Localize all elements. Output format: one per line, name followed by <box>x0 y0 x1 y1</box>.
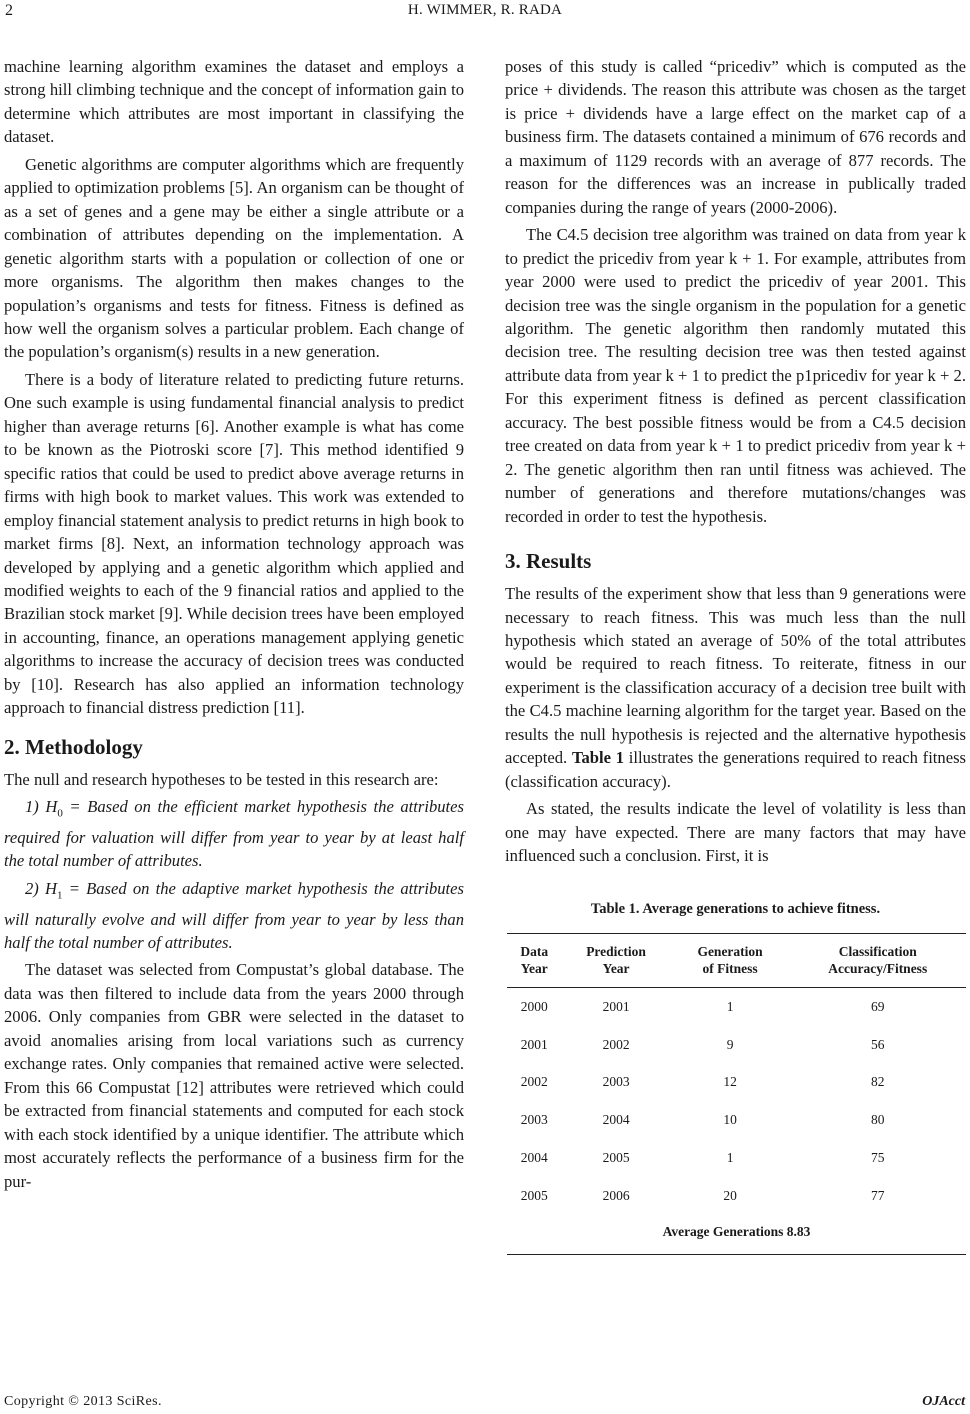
cell-prediction-year: 2001 <box>602 999 630 1015</box>
cell-data-year: 2003 <box>520 1112 548 1128</box>
paragraph-hypotheses-intro: The null and research hypotheses to be tested in this research are: <box>4 769 439 789</box>
paragraph-pricediv: poses of this study is called “pricediv” which is computed as the price + dividends. The reason this attribute was chosen as the target is price + dividends have a large effect on the market cap of a business firm. The datasets contained a minimum of 676 records and a maximum of 1129 records with an average of 877 records. The reason for the differences was an increase in publically traded companies during the range of years (2000-2006). <box>505 57 966 217</box>
header-prediction-year-line2: Year <box>602 960 630 976</box>
cell-data-year: 2002 <box>520 1074 548 1090</box>
cell-generation: 10 <box>723 1112 737 1128</box>
cell-accuracy: 77 <box>870 1187 885 1203</box>
paragraph-literature: There is a body of literature related to predicting future returns. One such example is using fundamental financial analysis to predict higher than average returns [6]. Another example is what has come to be known as the Piotroski score [7]. This method identified 9 specific ratios that could be used to predict above average returns in firms with high book to market values. This work was extended to employ financial statement analysis to predict returns in high book to market firms [8]. Next, an information technology approach was developed by applying and a genetic algorithm which applied and modified weights to each of the 9 financial ratios and applied to the Brazilian stock market [9]. While decision trees have been employed in accounting, finance, an operations management applying genetic algorithms to increase the accuracy of decision trees was conducted by [10]. Research has also applied an information technology approach to financial distress prediction [11]. <box>4 369 464 718</box>
header-prediction-year-line1: Prediction <box>586 943 646 959</box>
cell-accuracy: 75 <box>870 1149 885 1165</box>
h1-text: = Based on the adaptive market hypothesis the attributes will naturally evolve and will differ from year to year by less than half the total number of attributes. <box>4 878 464 953</box>
cell-prediction-year: 2003 <box>602 1074 630 1090</box>
cell-data-year: 2005 <box>520 1187 548 1203</box>
hypothesis-h1 <box>4 877 464 955</box>
section-heading-methodology: 2. Methodology <box>4 734 143 759</box>
running-header-authors: H. WIMMER, R. RADA <box>407 2 563 18</box>
cell-generation: 1 <box>726 1149 734 1165</box>
cell-prediction-year: 2004 <box>602 1112 630 1128</box>
table-caption: Table 1. Average generations to achieve fitness. <box>590 900 881 917</box>
cell-prediction-year: 2002 <box>602 1036 630 1052</box>
table-row <box>507 1139 966 1177</box>
cell-data-year: 2001 <box>520 1036 548 1052</box>
paragraph-c45: The C4.5 decision tree algorithm was trained on data from year k to predict the pricediv from year k + 1. For example, attributes from year 2000 were used to predict the pricediv of year 2001. This decision tree was the single organism in the population for a genetic algorithm. The genetic algorithm then randomly mutated this decision tree. The resulting decision tree was then tested against attribute data from year k + 1 to predict the p1pricediv for year k + 2. For this experiment fitness is defined as percent classification accuracy. The best possible fitness would be from a C4.5 decision tree created on data from year k + 1 to predict pricediv from year k + 2. The genetic algorithm then ran until fitness was achieved. The number of generations and therefore mutations/changes was recorded in order to test the hypothesis. <box>505 225 966 526</box>
header-data-year-line1: Data <box>520 943 549 959</box>
table-header-row <box>507 933 966 987</box>
cell-generation: 9 <box>726 1036 734 1052</box>
header-classification-line1: Classification <box>838 943 917 959</box>
header-data-year-line2: Year <box>520 960 548 976</box>
header-generation-line1: Generation <box>697 943 763 959</box>
results-text-after: illustrates the generations required to reach fitness (classification accuracy). <box>505 748 966 791</box>
table-row <box>507 987 966 1025</box>
h0-prefix: 1) H <box>25 797 58 817</box>
left-column <box>4 55 464 1193</box>
table-row <box>507 1176 966 1214</box>
header-classification-accuracy <box>789 933 966 987</box>
results-table <box>507 933 966 1255</box>
paragraph-volatility: As stated, the results indicate the level of volatility is less than one may have expected. There are many factors that may have influenced such a conclusion. First, it is <box>505 799 966 866</box>
hypothesis-h0 <box>4 795 464 873</box>
cell-generation: 12 <box>723 1074 737 1090</box>
results-text-before: The results of the experiment show that less than 9 generations were necessary to reach fitness. This was much less than the null hypothesis which stated an average of 50% of the total attributes would be required to reach fitness. To reiterate, fitness in our experiment is the classification accuracy of a decision tree built with the C4.5 machine learning algorithm for the target year. Based on the results the null hypothesis is rejected and the alternative hypothesis accepted. <box>505 584 966 768</box>
header-data-year <box>507 933 561 987</box>
cell-generation: 1 <box>726 999 734 1015</box>
cell-data-year: 2000 <box>520 999 548 1015</box>
table-row <box>507 1026 966 1064</box>
paragraph-genetic-algorithms: Genetic algorithms are computer algorithms which are frequently applied to optimization problems [5]. An organism can be thought of as a set of genes and a gene may be either a single attribute or a combination of attributes depending on the implementation. A genetic algorithm starts with a population or collection of one or more organisms. The algorithm then makes changes to the population’s organisms and tests for fitness. Fitness is defined as how well the organism solves a particular problem. Each change of the population’s organism(s) results in a new generation. <box>4 154 464 362</box>
table-footer-row <box>507 1214 966 1255</box>
page-number: 2 <box>5 2 13 19</box>
cell-data-year: 2004 <box>520 1149 548 1165</box>
table-row <box>507 1063 966 1101</box>
table-reference: Table 1 <box>571 748 625 768</box>
h1-prefix: 2) H <box>25 878 57 898</box>
cell-prediction-year: 2005 <box>602 1149 630 1165</box>
header-generation-line2: of Fitness <box>702 960 758 976</box>
right-column <box>505 55 966 1255</box>
h1-subscript: 1 <box>57 889 63 902</box>
section-heading-results: 3. Results <box>505 549 592 574</box>
h0-text: = Based on the efficient market hypothesis the attributes required for valuation will differ from year to year by at least half the total number of attributes. <box>4 797 464 871</box>
cell-accuracy: 69 <box>870 999 885 1015</box>
h0-subscript: 0 <box>57 807 63 820</box>
average-generations: Average Generations 8.83 <box>507 1214 966 1255</box>
paragraph-ml-intro: machine learning algorithm examines the dataset and employs a strong hill climbing technique and the concept of information gain to determine which attributes are most important in classifying the dataset. <box>4 57 464 147</box>
header-generation-of-fitness <box>671 933 790 987</box>
header-prediction-year <box>561 933 670 987</box>
cell-accuracy: 80 <box>870 1112 885 1128</box>
footer-journal: OJAcct <box>922 1394 965 1409</box>
cell-accuracy: 56 <box>870 1036 885 1052</box>
cell-accuracy: 82 <box>870 1074 885 1090</box>
footer-copyright: Copyright © 2013 SciRes. <box>4 1394 162 1409</box>
cell-generation: 20 <box>723 1187 737 1203</box>
paragraph-results <box>505 582 966 793</box>
header-classification-line2: Accuracy/Fitness <box>828 960 928 976</box>
paragraph-dataset: The dataset was selected from Compustat’s global database. The data was then filtered to include data from the years 2000 through 2006. Only companies from GBR were selected in the dataset to avoid anomalies arising from local variations such as currency exchange rates. Only companies that remained active were selected. From this 66 Compustat [12] attributes were retrieved which could be extracted from financial statements and computed for each stock with each stock identified by a unique identifier. The attribute which most accurately reflects the performance of a business firm for the pur- <box>4 960 464 1191</box>
cell-prediction-year: 2006 <box>602 1187 630 1203</box>
table-row <box>507 1101 966 1139</box>
